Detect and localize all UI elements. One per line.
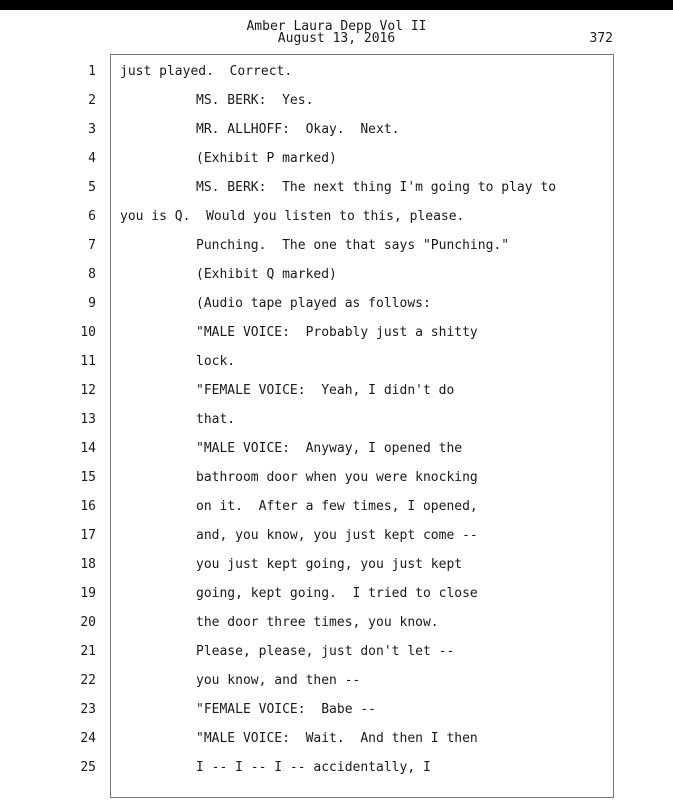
transcript-line [0, 526, 673, 546]
transcript-line [0, 758, 673, 778]
line-text: just played. Correct. [120, 64, 293, 79]
line-text: that. [196, 412, 236, 427]
transcript-line [0, 700, 673, 720]
transcript-line [0, 613, 673, 633]
line-text: MS. BERK: Yes. [196, 93, 314, 108]
line-number: 20 [80, 615, 96, 630]
line-text: (Audio tape played as follows: [196, 296, 431, 311]
line-text: and, you know, you just kept come -- [196, 528, 478, 543]
line-text: MS. BERK: The next thing I'm going to play to [196, 180, 557, 195]
line-number: 21 [80, 644, 96, 659]
line-number: 3 [88, 122, 96, 137]
line-text: the door three times, you know. [196, 615, 439, 630]
line-text: "MALE VOICE: Anyway, I opened the [196, 441, 463, 456]
line-number: 23 [80, 702, 96, 717]
transcript-line [0, 178, 673, 198]
transcript-line [0, 642, 673, 662]
transcript-line [0, 265, 673, 285]
line-number: 7 [88, 238, 96, 253]
line-text: (Exhibit P marked) [196, 151, 337, 166]
line-number: 16 [80, 499, 96, 514]
line-number: 4 [88, 151, 96, 166]
line-text: (Exhibit Q marked) [196, 267, 337, 282]
transcript-page [0, 10, 673, 800]
transcript-line [0, 323, 673, 343]
line-text: "FEMALE VOICE: Yeah, I didn't do [196, 383, 455, 398]
transcript-line [0, 381, 673, 401]
line-number: 5 [88, 180, 96, 195]
transcript-line [0, 91, 673, 111]
line-number: 24 [80, 731, 96, 746]
line-number: 9 [88, 296, 96, 311]
line-text: MR. ALLHOFF: Okay. Next. [196, 122, 400, 137]
line-text: I -- I -- I -- accidentally, I [196, 760, 431, 775]
line-number: 1 [88, 64, 96, 79]
line-number: 22 [80, 673, 96, 688]
line-number: 15 [80, 470, 96, 485]
line-text: "MALE VOICE: Wait. And then I then [196, 731, 478, 746]
transcript-line [0, 584, 673, 604]
transcript-line [0, 497, 673, 517]
line-text: you know, and then -- [196, 673, 361, 688]
transcript-line [0, 149, 673, 169]
line-number: 6 [88, 209, 96, 224]
transcript-line [0, 468, 673, 488]
line-number: 10 [80, 325, 96, 340]
line-text: you just kept going, you just kept [196, 557, 463, 572]
transcript-line [0, 294, 673, 314]
header-date: August 13, 2016 [277, 31, 396, 46]
transcript-line [0, 729, 673, 749]
transcript-line [0, 236, 673, 256]
line-text: Punching. The one that says "Punching." [196, 238, 510, 253]
transcript-line [0, 555, 673, 575]
page-number: 372 [589, 31, 613, 46]
header-title: Amber Laura Depp Vol II [246, 19, 427, 34]
line-text: lock. [196, 354, 236, 369]
transcript-line [0, 62, 673, 82]
line-text: you is Q. Would you listen to this, please. [120, 209, 465, 224]
line-number: 12 [80, 383, 96, 398]
transcript-line [0, 671, 673, 691]
line-number: 2 [88, 93, 96, 108]
line-number: 25 [80, 760, 96, 775]
transcript-line [0, 410, 673, 430]
transcript-line [0, 352, 673, 372]
transcript-line [0, 120, 673, 140]
line-number: 18 [80, 557, 96, 572]
line-text: on it. After a few times, I opened, [196, 499, 478, 514]
line-number: 17 [80, 528, 96, 543]
line-text: "FEMALE VOICE: Babe -- [196, 702, 377, 717]
line-text: Please, please, just don't let -- [196, 644, 455, 659]
line-text: bathroom door when you were knocking [196, 470, 478, 485]
transcript-line [0, 439, 673, 459]
line-text: going, kept going. I tried to close [196, 586, 478, 601]
line-number: 11 [80, 354, 96, 369]
line-number: 13 [80, 412, 96, 427]
transcript-line [0, 207, 673, 227]
line-number: 8 [88, 267, 96, 282]
line-number: 19 [80, 586, 96, 601]
line-number: 14 [80, 441, 96, 456]
line-text: "MALE VOICE: Probably just a shitty [196, 325, 478, 340]
